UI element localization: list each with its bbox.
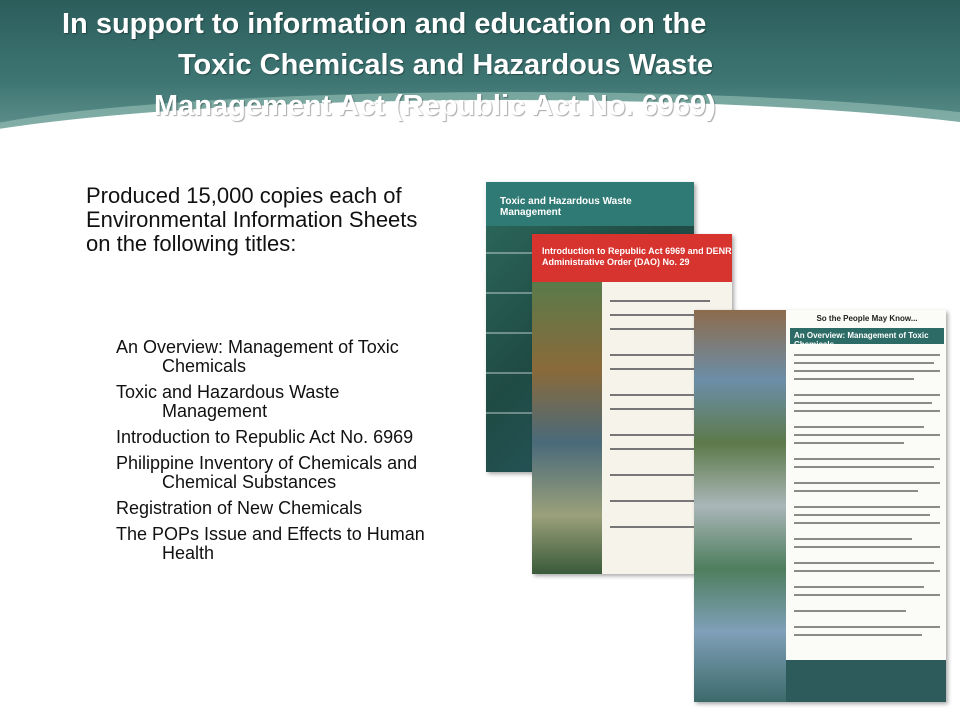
brochure-heading: An Overview: Management of Toxic Chemicals [794, 331, 929, 349]
publication-title: Toxic and Hazardous Waste Management [116, 382, 340, 421]
publication-list [116, 338, 446, 570]
brochure-footer [786, 660, 946, 702]
brochure-photo [532, 282, 602, 574]
brochure-overview-toxic-chemicals [694, 310, 946, 702]
publication-title: Registration of New Chemicals [116, 498, 363, 518]
intro-text: Produced 15,000 copies each of Environmental Information Sheets on the following titles: [86, 183, 418, 256]
brochure-collage-image [486, 182, 946, 702]
publication-title: Introduction to Republic Act No. 6969 [116, 427, 414, 447]
page-title [0, 4, 960, 127]
brochure-kicker: So the People May Know... [816, 314, 918, 323]
brochure-photo-strip [694, 310, 786, 702]
title-line-3: Management Act (Republic Act No. 6969) [154, 90, 716, 122]
publication-title: The POPs Issue and Effects to Human Health [116, 524, 425, 563]
brochure-heading: Toxic and Hazardous Waste Management [500, 196, 632, 218]
title-line-1: In support to information and education on the [62, 8, 707, 40]
brochure-heading: Introduction to Republic Act 6969 and DENR Administrative Order (DAO) No. 29 [542, 246, 732, 267]
title-line-2: Toxic Chemicals and Hazardous Waste [178, 49, 714, 81]
publication-title: An Overview: Management of Toxic Chemicals [116, 337, 399, 376]
publication-title: Philippine Inventory of Chemicals and Chemical Substances [116, 453, 418, 492]
